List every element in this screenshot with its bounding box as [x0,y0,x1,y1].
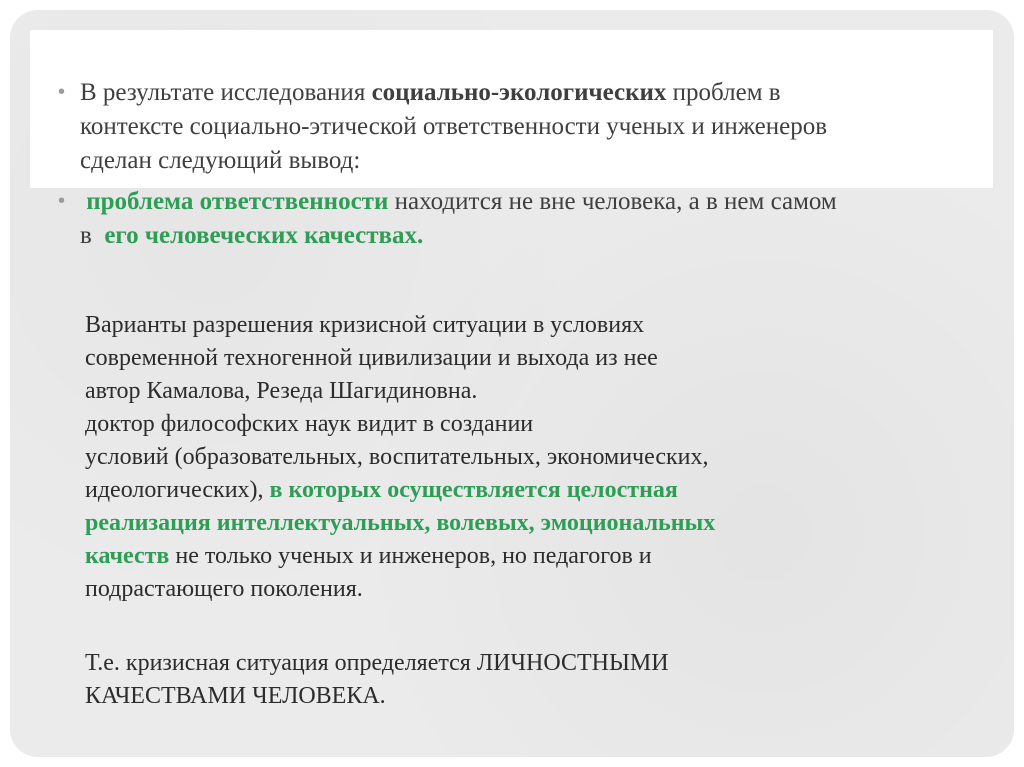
highlight-green: качеств [85,543,170,569]
text-segment: не только ученых и инженеров, но педагогов и [169,543,652,569]
text-segment: проблем в [666,79,781,106]
paragraph-author-variants [85,309,945,606]
text-line: автор Камалова, Резеда Шагидиновна. [85,378,478,404]
text-line: Варианты разрешения кризисной ситуации в условиях [85,312,645,338]
bold-segment: социально-экологических [371,79,667,106]
text-line: доктор философских наук видит в создании [85,411,534,437]
highlight-green: проблема ответственности [86,188,389,215]
bullet-dot: • [58,81,66,103]
highlight-green-line: реализация интеллектуальных, волевых, эмоциональных [85,510,716,536]
bullet-text-conclusion [80,76,827,178]
text-segment: В результате исследования [80,79,372,106]
highlight-green: его человеческих качествах. [104,222,424,249]
text-line: подрастающего поколения. [85,576,363,602]
text-line: КАЧЕСТВАМИ ЧЕЛОВЕКА. [85,683,386,709]
bullet-item-responsibility [58,185,938,253]
text-segment: находится не вне человека, а в нем самом [388,188,837,215]
bullet-text-responsibility [80,185,837,253]
text-line: Т.е. кризисная ситуация определяется ЛИЧНОСТНЫМИ [85,650,669,676]
bullet-item-conclusion [58,76,938,178]
paragraph-conclusion [85,647,945,713]
text-segment: идеологических), [85,477,270,503]
text-segment: в [80,222,99,249]
highlight-green: в которых осуществляется целостная [269,477,678,503]
text-line: условий (образовательных, воспитательных, экономических, [85,444,709,470]
text-line: сделан следующий вывод: [80,147,361,174]
text-line: современной техногенной цивилизации и выхода из нее [85,345,658,371]
text-line: контексте социально-этической ответственности ученых и инженеров [80,113,828,140]
bullet-dot: • [58,190,66,212]
